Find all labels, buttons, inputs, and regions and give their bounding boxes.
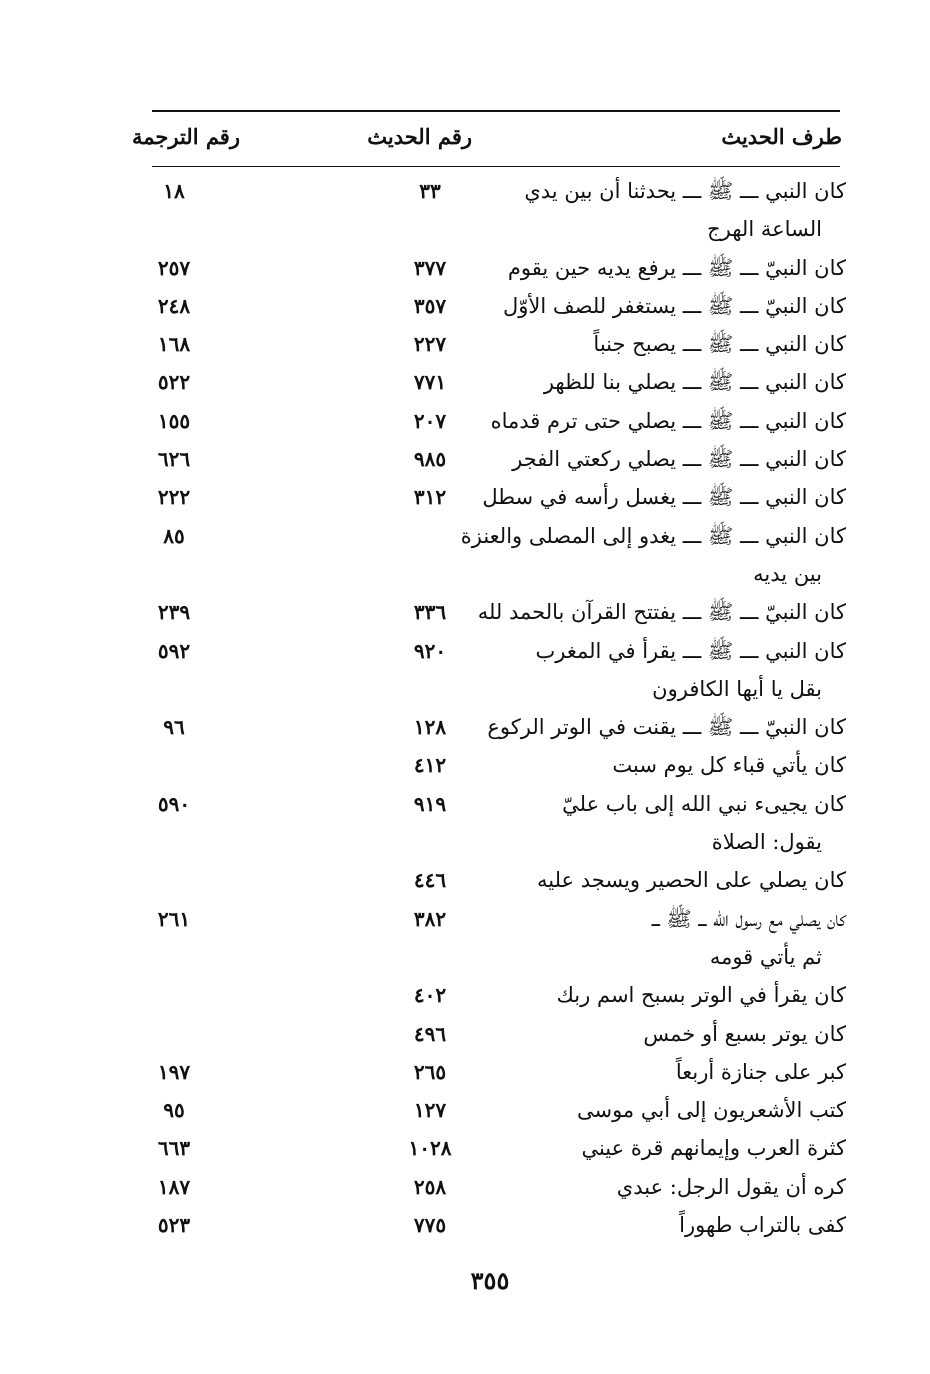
tarjama-number <box>144 559 204 597</box>
hadith-number <box>400 521 460 559</box>
hadith-text: يقول: الصلاة <box>711 830 822 855</box>
hadith-number: ٢٢٧ <box>413 332 447 357</box>
hadith-number <box>400 942 460 980</box>
table-row <box>0 712 930 750</box>
table-row <box>0 444 930 482</box>
hadith-number: ٩٨٥ <box>413 447 447 472</box>
hadith-text: الساعة الهرج <box>707 217 822 242</box>
hadith-text: كان النبيّ ـــ ﷺ ـــ يقنت في الوتر الركوع <box>487 715 846 740</box>
hadith-text: كان النبي ـــ ﷺ ـــ يغسل رأسه في سطل <box>482 485 846 510</box>
hadith-text: كان النبي ـــ ﷺ ـــ يقرأ في المغرب <box>535 638 846 663</box>
table-row <box>0 521 930 559</box>
table-row <box>0 406 930 444</box>
hadith-number <box>400 674 460 712</box>
table-row <box>0 904 930 942</box>
table-row <box>0 176 930 214</box>
tarjama-number: ١٨٧ <box>157 1174 191 1199</box>
tarjama-number <box>144 942 204 980</box>
hadith-number: ٣٣ <box>419 179 441 203</box>
page-number: ٣٥٥ <box>470 1266 510 1295</box>
tarjama-number: ١٨ <box>163 179 185 203</box>
hadith-text: بين يديه <box>753 561 822 586</box>
hadith-text: كان النبي ـــ ﷺ ـــ يصلي بنا للظهر <box>543 370 846 395</box>
table-row <box>0 1133 930 1171</box>
table-row <box>0 597 930 635</box>
hadith-text: كان النبي ـــ ﷺ ـــ يصلي حتى ترم قدماه <box>490 408 846 433</box>
hadith-number: ٣٨٢ <box>413 906 447 931</box>
tarjama-number: ٢٣٩ <box>157 600 191 625</box>
hadith-number: ٣٧٧ <box>413 255 447 280</box>
hadith-text: كان يصلي مع رسول الله ـــ ﷺ ـــ <box>651 906 846 931</box>
tarjama-number: ١٦٨ <box>157 332 191 357</box>
tarjama-number: ٥٢٣ <box>157 1213 191 1238</box>
index-table <box>0 176 930 1248</box>
table-row <box>0 1057 930 1095</box>
tarjama-number <box>144 750 204 788</box>
table-row <box>0 827 930 865</box>
table-row <box>0 865 930 903</box>
table-row <box>0 1172 930 1210</box>
table-row <box>0 482 930 520</box>
hadith-number: ٧٧١ <box>413 370 447 395</box>
table-row <box>0 636 930 674</box>
tarjama-number <box>144 865 204 903</box>
table-row <box>0 559 930 597</box>
tarjama-number: ٩٥ <box>163 1098 185 1123</box>
hadith-text: كان يقرأ في الوتر بسبح اسم ربك <box>556 983 846 1008</box>
hadith-text: كان النبي ـــ ﷺ ـــ يصلي ركعتي الفجر <box>512 447 846 472</box>
hadith-text: كان يأتي قباء كل يوم سبت <box>612 753 846 778</box>
tarjama-number: ٨٥ <box>163 523 185 548</box>
header-hadith-number-column: رقم الحديث <box>367 124 472 149</box>
header-title-column: طرف الحديث <box>721 124 842 149</box>
tarjama-number: ١٩٧ <box>157 1059 191 1084</box>
tarjama-number <box>144 214 204 252</box>
hadith-text: ثم يأتي قومه <box>709 944 822 969</box>
hadith-text: كان النبي ـــ ﷺ ـــ يغدو إلى المصلى والعنزة <box>460 523 846 548</box>
hadith-number: ٤١٢ <box>413 753 447 778</box>
tarjama-number: ٥٩٠ <box>157 791 191 816</box>
tarjama-number <box>144 674 204 712</box>
hadith-text: كان النبي ـــ ﷺ ـــ يصبح جنباً <box>593 332 846 357</box>
tarjama-number: ٢٦١ <box>157 906 191 931</box>
hadith-text: كره أن يقول الرجل: عبدي <box>616 1174 846 1199</box>
table-row <box>0 1095 930 1133</box>
hadith-number: ٢٦٥ <box>413 1059 447 1084</box>
hadith-number: ١٠٢٨ <box>408 1136 452 1161</box>
hadith-text: كفى بالتراب طهوراً <box>679 1213 846 1238</box>
table-row <box>0 253 930 291</box>
hadith-text: كتب الأشعريون إلى أبي موسى <box>576 1098 846 1123</box>
tarjama-number: ٦٦٣ <box>157 1136 191 1161</box>
table-row <box>0 291 930 329</box>
table-row <box>0 1019 930 1057</box>
hadith-text: كبر على جنازة أربعاً <box>675 1059 846 1084</box>
hadith-number: ٩١٩ <box>413 791 447 816</box>
tarjama-number: ٥٢٢ <box>157 370 191 395</box>
hadith-text: كثرة العرب وإيمانهم قرة عيني <box>581 1136 846 1161</box>
tarjama-number: ٩٦ <box>163 715 185 740</box>
table-row <box>0 674 930 712</box>
table-row <box>0 980 930 1018</box>
tarjama-number: ٢٤٨ <box>157 293 191 318</box>
hadith-number: ٢٥٨ <box>413 1174 447 1199</box>
hadith-number: ٧٧٥ <box>413 1213 447 1238</box>
hadith-number: ٤٩٦ <box>413 1021 447 1046</box>
header-rule <box>152 166 840 167</box>
hadith-text: كان يجيىء نبي الله إلى باب عليّ <box>562 791 846 816</box>
hadith-number <box>400 827 460 865</box>
hadith-number: ٤٤٦ <box>413 868 447 893</box>
tarjama-number: ١٥٥ <box>157 408 191 433</box>
hadith-number: ٤٠٢ <box>413 983 447 1008</box>
hadith-number <box>400 559 460 597</box>
tarjama-number <box>144 980 204 1018</box>
tarjama-number: ٦٢٦ <box>157 447 191 472</box>
hadith-number: ١٢٧ <box>413 1098 447 1123</box>
hadith-number: ٣٣٦ <box>413 600 447 625</box>
hadith-number <box>400 214 460 252</box>
table-row <box>0 367 930 405</box>
hadith-number: ٣٥٧ <box>413 293 447 318</box>
hadith-number: ١٢٨ <box>413 715 447 740</box>
table-row <box>0 750 930 788</box>
table-row <box>0 942 930 980</box>
hadith-text: كان النبيّ ـــ ﷺ ـــ يرفع يديه حين يقوم <box>507 255 846 280</box>
hadith-text: بقل يا أيها الكافرون <box>652 676 822 701</box>
tarjama-number <box>144 1019 204 1057</box>
hadith-number: ٩٢٠ <box>413 638 447 663</box>
tarjama-number: ٥٩٢ <box>157 638 191 663</box>
table-row <box>0 789 930 827</box>
hadith-text: كان النبيّ ـــ ﷺ ـــ يستغفر للصف الأوّل <box>502 293 846 318</box>
tarjama-number: ٢٢٢ <box>157 485 191 510</box>
tarjama-number <box>144 827 204 865</box>
hadith-text: كان يوتر بسبع أو خمس <box>643 1021 846 1046</box>
hadith-text: كان يصلي على الحصير ويسجد عليه <box>537 868 846 893</box>
hadith-number: ٢٠٧ <box>413 408 447 433</box>
table-row <box>0 214 930 252</box>
tarjama-number: ٢٥٧ <box>157 255 191 280</box>
hadith-text: كان النبيّ ـــ ﷺ ـــ يفتتح القرآن بالحمد لله <box>477 600 846 625</box>
header-tarjama-number-column: رقم الترجمة <box>131 124 240 149</box>
table-row <box>0 329 930 367</box>
top-rule <box>152 110 840 112</box>
hadith-text: كان النبي ـــ ﷺ ـــ يحدثنا أن بين يدي <box>524 179 846 203</box>
table-row <box>0 1210 930 1248</box>
hadith-number: ٣١٢ <box>413 485 447 510</box>
